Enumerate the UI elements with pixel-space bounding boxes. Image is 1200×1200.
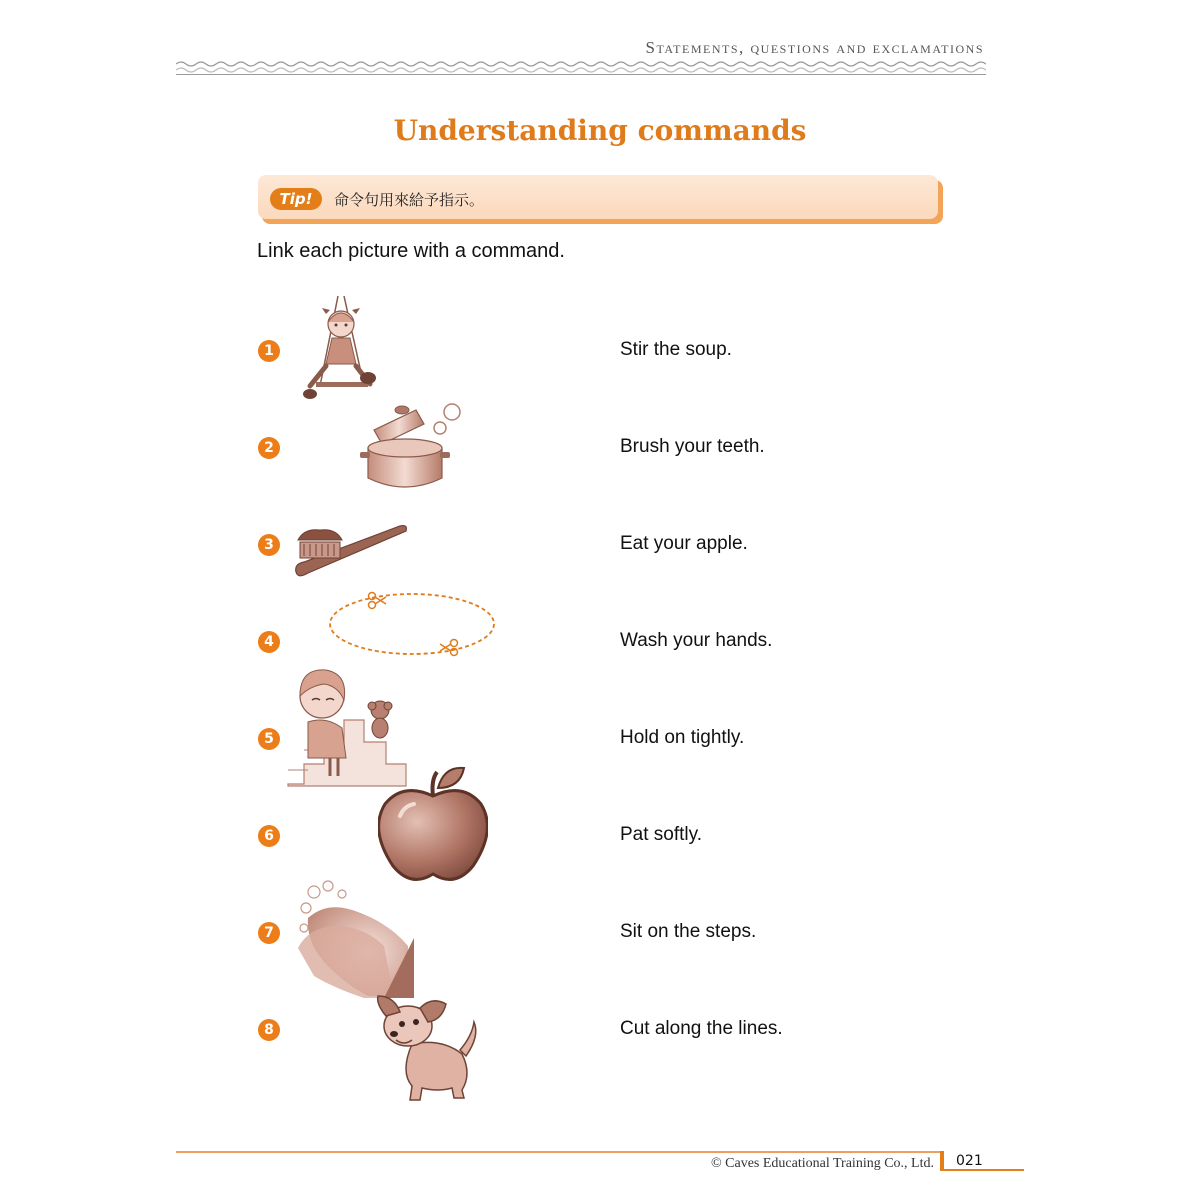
apple-illustration [378,766,488,882]
scissors-icon [369,593,387,609]
command-text: Cut along the lines. [620,1018,783,1039]
copyright-text: © Caves Educational Training Co., Ltd. [711,1156,934,1171]
puppy-illustration [372,992,482,1104]
command-text: Eat your apple. [620,533,748,554]
item-number: 8 [258,1019,280,1041]
cooking-pot-illustration [360,400,470,500]
command-text: Sit on the steps. [620,921,757,942]
footer-rule [176,1151,942,1153]
command-text: Stir the soup. [620,339,732,360]
command-text: Brush your teeth. [620,436,765,457]
tip-text: 命令句用來給予指示。 [334,191,485,209]
footer-tab-marker [940,1151,944,1171]
item-number: 5 [258,728,280,750]
footer-page-underline [940,1169,1024,1171]
tip-badge: Tip! [270,188,322,210]
dashed-cut-line-illustration [326,586,498,662]
command-text: Hold on tightly. [620,727,745,748]
item-number: 2 [258,437,280,459]
scissors-icon [440,640,458,656]
washing-hands-illustration [294,878,420,1000]
command-text: Wash your hands. [620,630,773,651]
page-number: 021 [956,1153,983,1169]
item-number: 3 [258,534,280,556]
instruction: Link each picture with a command. [257,240,565,262]
page-title: Understanding commands [393,114,807,147]
command-text: Pat softly. [620,824,703,845]
item-number: 6 [258,825,280,847]
running-header: Statements, questions and exclamations [645,38,984,57]
item-number: 7 [258,922,280,944]
girl-on-swing-illustration [298,294,384,408]
item-number: 1 [258,340,280,362]
item-number: 4 [258,631,280,653]
header-wave-divider [176,60,986,76]
toothbrush-illustration [292,518,412,580]
